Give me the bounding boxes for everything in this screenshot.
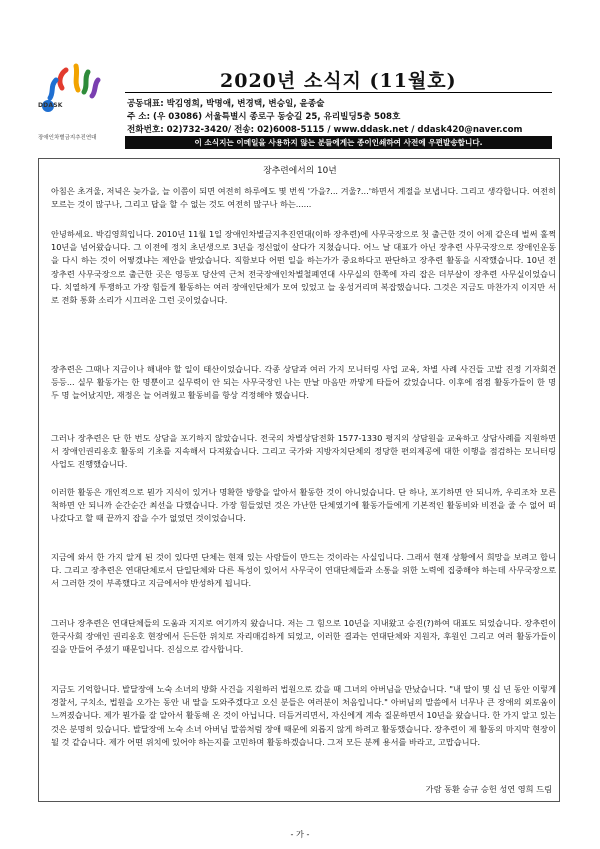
article-paragraph: 그러나 장추련은 연대단체들의 도움과 지지로 여기까지 왔습니다. 저는 그 힘으로 10년을 지내왔고 승진(?)하여 대표도 되었습니다. 장추련이 한국사회 장애인 권리옹호 현장에서 든든한 위치로 자리매김하게 되었고, 이러한 결과는 연대단체와 지원자, 후원인 그리고 여러 활동가들이 길을 만들어 주셨기 때문입니다. 진심으로 감사합니다. (51, 618, 556, 655)
article-title: 장추련에서의 10년 (263, 166, 337, 176)
article-paragraph: 그러나 장추련은 단 한 번도 상담을 포기하지 않았습니다. 전국의 차별상담전화 1577-1330 평지의 상담원을 교육하고 상담사례를 지원하면서 장애인권리옹호 활동의 기초를 지속해서 다져왔습니다. 그리고 국가와 지방자치단체의 정당한 편의제공에 대한 이행을 점검하는 모니터링 사업도 진행했습니다. (51, 433, 556, 470)
logo-subtitle: 장애인차별금지추진연대 (38, 135, 97, 141)
title-divider (125, 92, 552, 93)
page-number: - 가 - (290, 829, 310, 839)
newsletter-title: 2020년 소식지 (11월호) (220, 70, 457, 92)
mail-notice-bar: 이 소식지는 이메일을 사용하지 않는 분들에게는 종이인쇄하여 사전에 우편발송합니다. (125, 136, 552, 149)
signature: 가람 동환 승규 승헌 성연 영희 드림 (425, 784, 552, 794)
address-line: 주 소: (우 03086) 서울특별시 종로구 동숭길 25, 유리빌딩5층 508호 (127, 112, 401, 122)
logo-text: DDASK (38, 102, 63, 109)
article-paragraph: 지금도 기억합니다. 발달장애 노숙 소녀의 방화 사건을 지원하러 법원으로 갔을 때 그녀의 아버님을 만났습니다. "내 딸이 몇 십 년 동안 이렇게 경찰서, 구치소, 법원을 오가는 동안 내 딸을 도와주겠다고 오신 분들은 여러분이 처음입니다." 아버님의 말씀에서 너무나 큰 장애의 외로움이 느껴졌습니다. 제가 뭔가를 잘 알아서 활동해 온 것이 아닙니다. 더듬거리면서, 자신에게 계속 질문하면서 10년을 왔습니다. 한 가지 알고 있는 것은 분명히 있습니다. 발달장애 노숙 소녀 아버님 말씀처럼 장애 때문에 외롭지 않게 하려고 활동했습니다. 장추련이 제 활동의 마지막 현장이 될 것 같습니다. 제가 어떤 위치에 있어야 하는지를 고민하며 활동하겠습니다. 그저 모든 분께 용서를 바라고, 고맙습니다. (51, 684, 556, 747)
contact-line: 전화번호: 02)732-3420/ 전송: 02)6008-5115 / www.ddask.net / ddask420@naver.com (127, 125, 523, 135)
article-paragraph: 안녕하세요. 박김영희입니다. 2010년 11월 1일 장애인차별금지추진연대(이하 장추련)에 사무국장으로 첫 출근한 것이 어제 같은데 벌써 훌쩍 10년을 넘어왔습니다. 그 이전에 정치 초년생으로 3년을 정신없이 살다가 지쳤습니다. 어느 날 대표가 아닌 장추련 사무국장으로 장애인운동을 다시 하는 것이 어떻겠냐는 제안을 받았습니다. 직함보다 어떤 일을 하는가가 중요하다고 판단하고 장추련 활동을 시작했습니다. 10년 전 장추련 사무국장으로 출근한 곳은 영등포 당산역 근처 전국장애인차별철폐연대 사무실의 한쪽에 자리 잡은 더부살이 장추련 사무실이었습니다. 치열하게 투쟁하고 가장 힘들게 활동하는 여러 장애인단체가 모여 있었고 늘 웅성거리며 복잡했습니다. 그것은 지금도 마찬가지 이지만 서로 전화 통화 소리가 시끄러운 그런 곳이었습니다. (51, 229, 556, 306)
article-paragraph: 지금에 와서 한 가지 알게 된 것이 있다면 단체는 현재 있는 사람들이 만드는 것이라는 사실입니다. 그래서 현재 상황에서 희망을 보려고 합니다. 그리고 장추련은 연대단체로서 단일단체와 다른 특성이 있어서 사무국이 연대단체들과 소통을 위한 노력에 집중해야 하는데 사무국장으로서 그러한 것이 부족했다고 지금에서야 반성하게 됩니다. (51, 552, 556, 589)
article-paragraph: 장추련은 그때나 지금이나 해내야 할 일이 태산이었습니다. 각종 상담과 여러 가지 모니터링 사업 교육, 차별 사례 사건들 고발 진정 기자회견 등등... 실무 활동가는 한 명뿐이고 실무력이 안 되는 사무국장인 나는 만날 마음만 까맣게 타들어 갔었습니다. 이후에 점점 활동가들이 한 명 두 명 늘어났지만, 재정은 늘 어려웠고 활동비를 항상 걱정해야 했습니다. (51, 364, 556, 401)
article-paragraph: 이러한 활동은 개인적으로 뭔가 지식이 있거나 명확한 방향을 알아서 활동한 것이 아니었습니다. 단 하나, 포기하면 안 되니까, 우리조차 모른 척하면 안 되니까 순간순간 최선을 다했습니다. 가장 힘들었던 것은 가난한 단체였기에 활동가들에게 기본적인 활동비와 비전을 줄 수 없어 떠나갔다고 할 때 끝까지 잡을 수가 없었던 것이었습니다. (51, 487, 556, 524)
co-representatives-line: 공동대표: 박김영희, 박명애, 변경택, 변승일, 윤종술 (127, 99, 325, 109)
article-paragraph: 아침은 초겨울, 저녁은 늦가을, 늘 이쯤이 되면 여전히 하루에도 몇 번씩 '가을?... 겨울?...'하면서 계절을 보냅니다. 그리고 생각합니다. 여전히 모르는 것이 많구나, 그리고 답을 할 수 없는 것도 여전히 많구나 하는...... (51, 186, 556, 210)
